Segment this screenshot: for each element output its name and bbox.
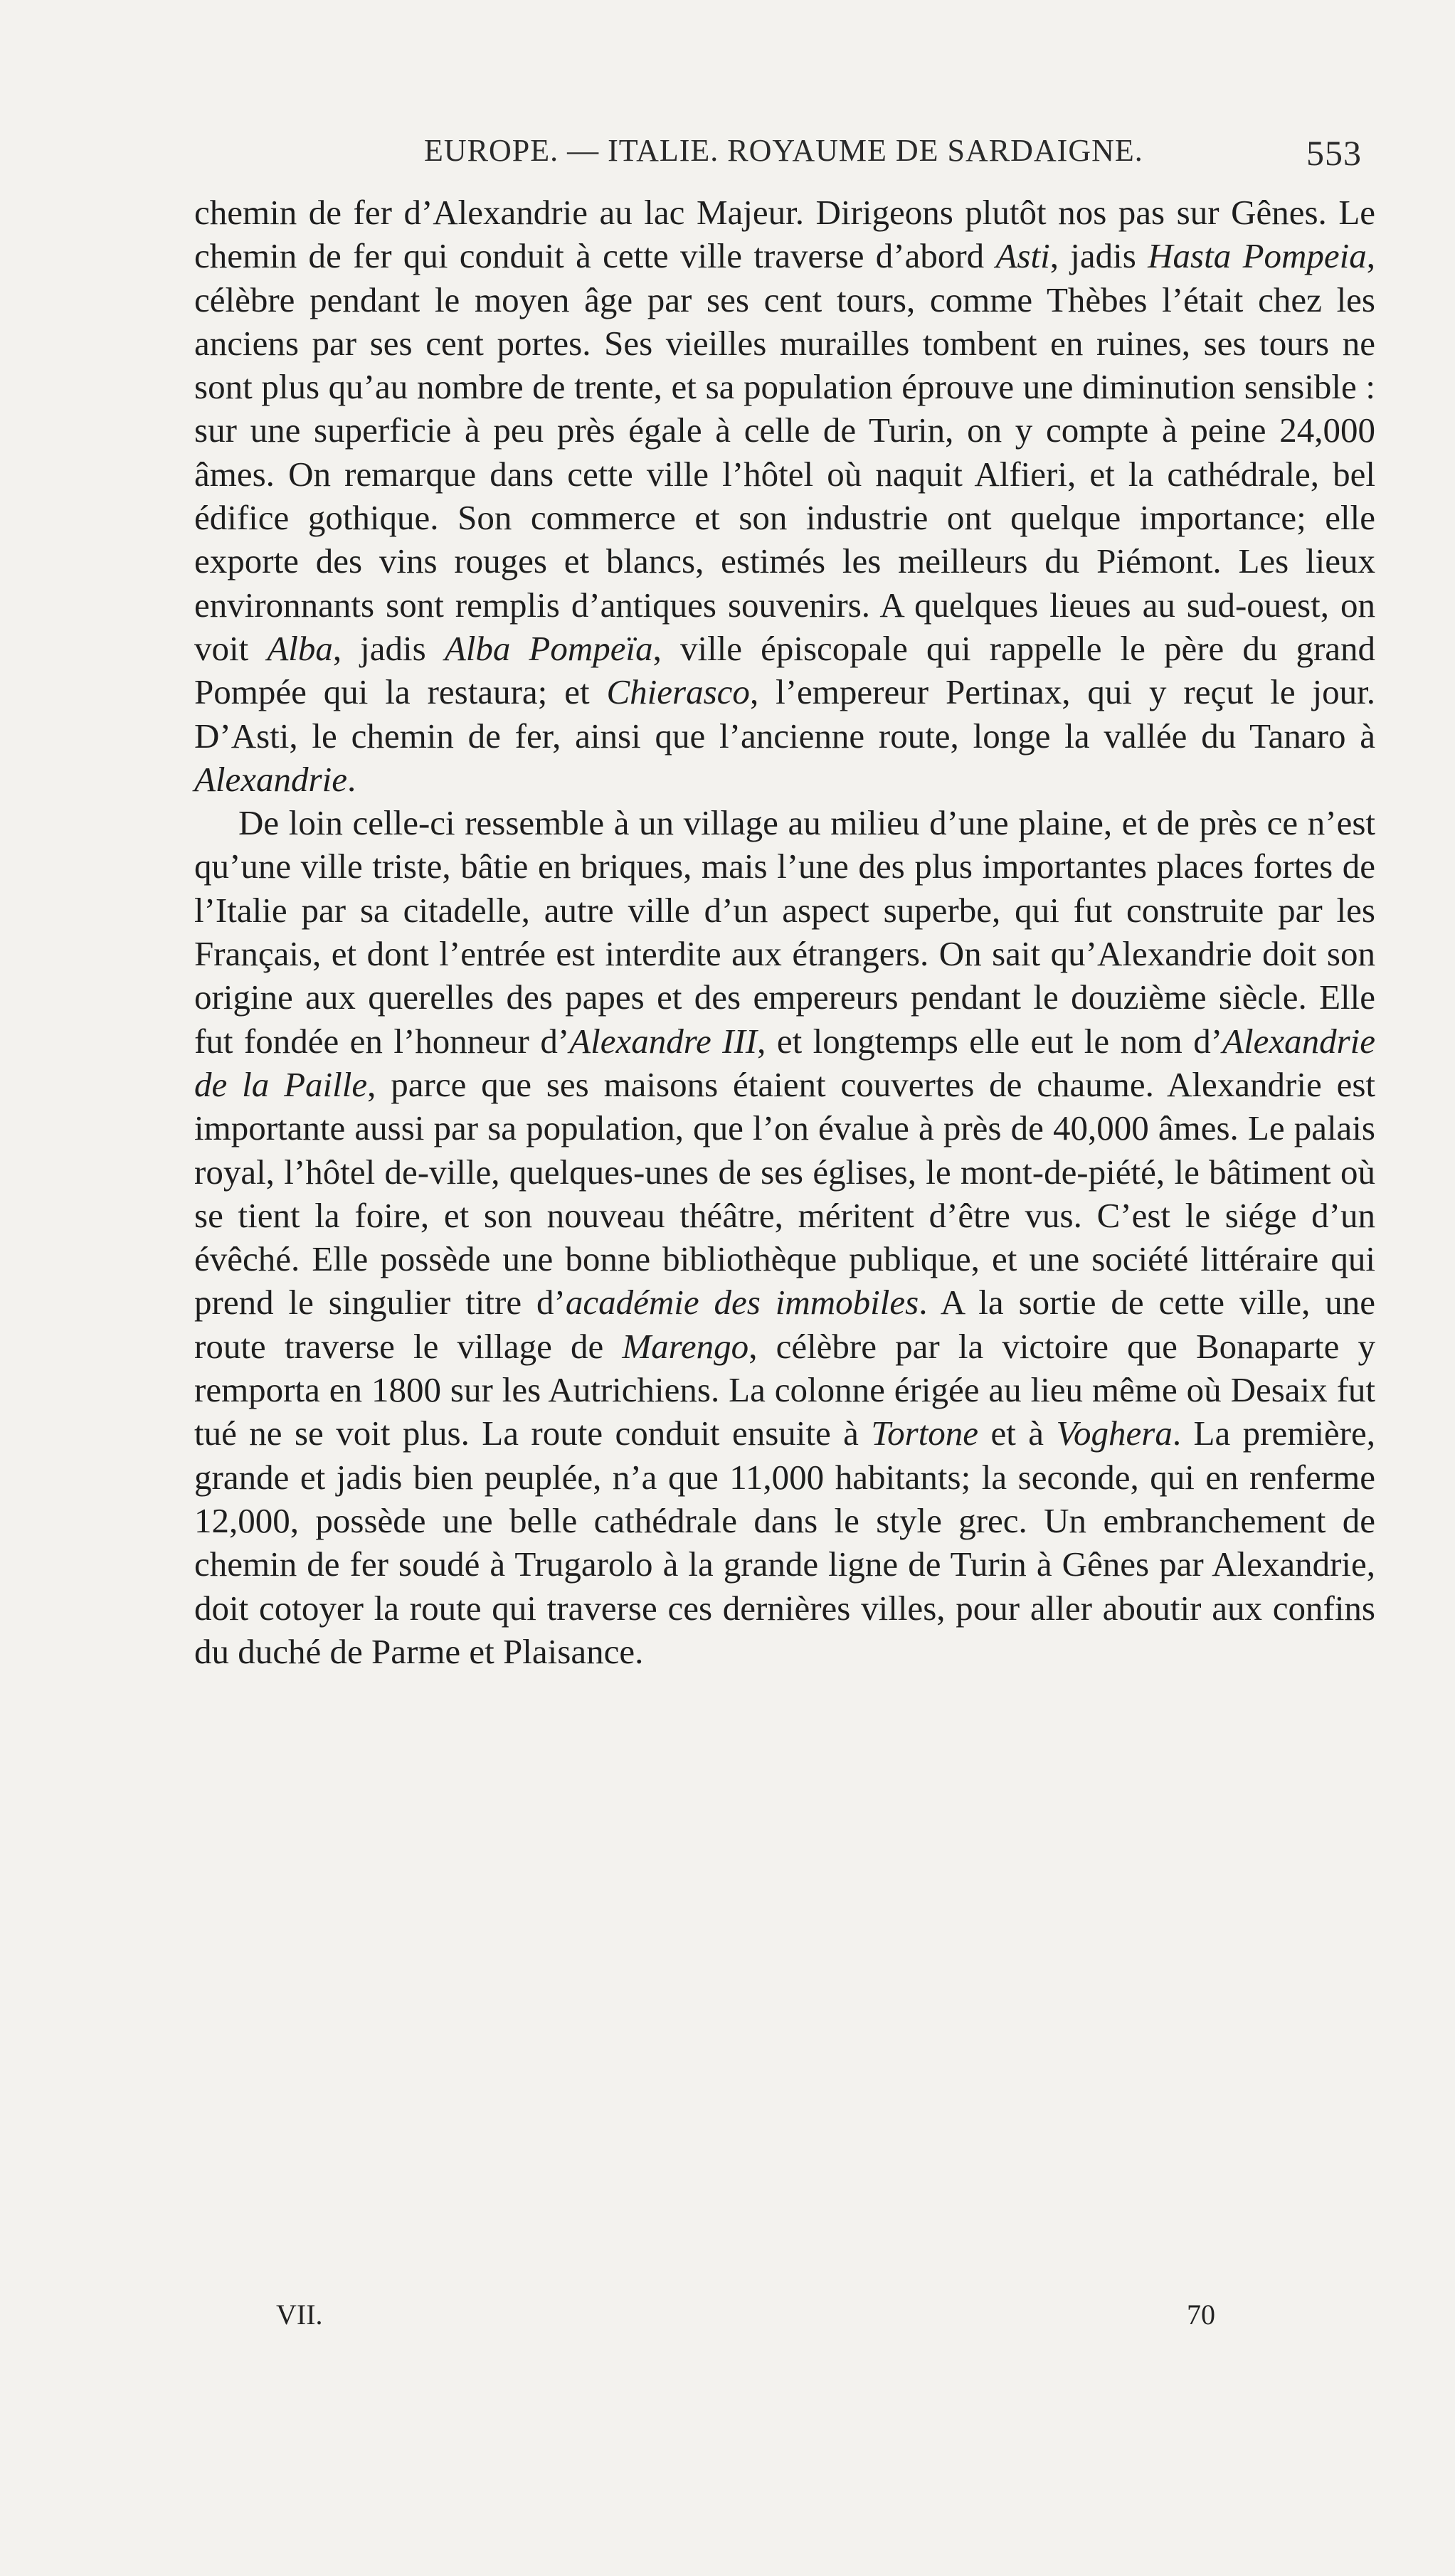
text-run: , jadis (332, 628, 445, 668)
body-text (194, 191, 1375, 1673)
text-run: . La première, grande et jadis bien peuplée, n’a que 11,000 habitants; la seconde, qui en renferme 12,000, possède une belle cathédrale dans le style grec. Un embranchement de chemin de fer soudé à Trugarolo à la grande ligne de Turin à Gênes par Alexandrie, doit cotoyer la route qui traverse ces dernières villes, pour aller aboutir aux confins du duché de Parme et Plaisance. (194, 1414, 1375, 1671)
italic-term: Chierasco (606, 672, 750, 712)
text-run: , l’empereur Pertinax, qui y reçut le jour. D’Asti, le chemin de fer, ainsi que l’ancienne route, longe la vallée du Tanaro à (194, 672, 1375, 756)
text-run: et à (978, 1414, 1057, 1453)
text-run: . A la sortie de cette ville, une route traverse le village de (194, 1283, 1375, 1366)
page-footer (276, 2298, 1215, 2348)
italic-term: académie des immobiles (565, 1283, 919, 1323)
text-run: De loin celle-ci ressemble à un village au milieu d’une plaine, et de près ce n’est qu’une ville triste, bâtie en briques, mais l’une des plus importantes places fortes de l’Italie par sa citadelle, autre ville d’un aspect superbe, qui fut construite par les Français, et dont l’entrée est interdite aux étrangers. On sait qu’Alexandrie doit son origine aux querelles des papes et des empereurs pendant le douzième siècle. Elle fut fondée en l’honneur d’ (194, 803, 1375, 1061)
text-run: , célèbre par la victoire que Bonaparte y remporta en 1800 sur les Autrichiens. La colonne érigée au lieu même où Desaix fut tué ne se voit plus. La route conduit ensuite à (194, 1326, 1375, 1453)
text-run: chemin de fer d’Alexandrie au lac Majeur. Dirigeons plutôt nos pas sur Gênes. Le chemin de fer qui conduit à cette ville traverse d’abord (194, 193, 1375, 276)
paragraph (194, 801, 1375, 1673)
running-header (424, 132, 1362, 182)
text-run: , parce que ses maisons étaient couvertes de chaume. Alexandrie est importante aussi par sa population, que l’on évalue à près de 40,000 âmes. Le palais royal, l’hôtel de-ville, quelques-unes de ses églises, le mont-de-piété, le bâtiment où se tient la foire, et son nouveau théâtre, méritent d’être vus. C’est le siége d’un évêché. Elle possède une bonne bibliothèque publique, et une société littéraire qui prend le singulier titre d’ (194, 1064, 1376, 1323)
italic-term: Tortone (871, 1414, 979, 1453)
signature-mark: VII. (276, 2299, 323, 2331)
running-title: EUROPE. — ITALIE. ROYAUME DE SARDAIGNE. (424, 133, 1143, 168)
italic-term: Marengo (622, 1326, 749, 1366)
paragraph (194, 191, 1375, 801)
text-run: , jadis (1049, 236, 1148, 276)
italic-term: Hasta Pompeia (1148, 236, 1367, 276)
text-run: , et longtemps elle eut le nom d’ (757, 1021, 1223, 1061)
italic-term: Alexandrie de la Paille (194, 1021, 1376, 1104)
italic-term: Asti (995, 236, 1050, 276)
italic-term: Alba (267, 628, 333, 668)
italic-term: Alexandrie (194, 759, 347, 799)
page-number: 553 (1306, 133, 1362, 173)
sheet-number: 70 (1187, 2299, 1215, 2331)
italic-term: Alba Pompeïa (444, 628, 653, 668)
text-run: , ville épiscopale qui rappelle le père du grand Pompée qui la restaura; et (194, 628, 1376, 712)
text-run: , célèbre pendant le moyen âge par ses cent tours, comme Thèbes l’était chez les anciens par ses cent portes. Ses vieilles murailles tombent en ruines, ses tours ne sont plus qu’au nombre de trente, et sa population éprouve une diminution sensible : sur une superficie à peu près égale à celle de Turin, on y compte à peine 24,000 âmes. On remarque dans cette ville l’hôtel où naquit Alfieri, et la cathédrale, bel édifice gothique. Son commerce et son industrie ont quelque importance; elle exporte des vins rouges et blancs, estimés les meilleurs du Piémont. Les lieux environnants sont remplis d’antiques souvenirs. A quelques lieues au sud-ouest, on voit (194, 236, 1375, 668)
italic-term: Alexandre III (569, 1021, 758, 1061)
italic-term: Voghera (1056, 1414, 1173, 1453)
text-run: . (346, 759, 356, 799)
